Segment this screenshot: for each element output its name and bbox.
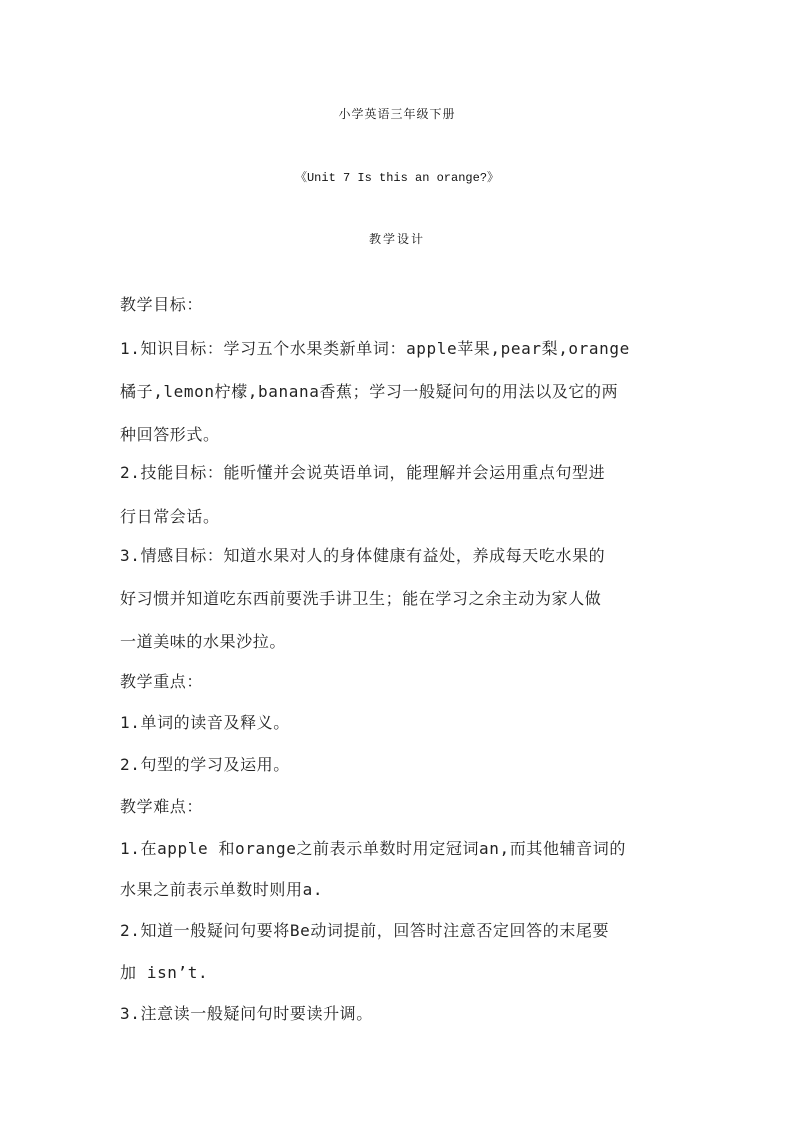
body-line: 种回答形式。 [120, 425, 220, 444]
body-line: 一道美味的水果沙拉。 [120, 632, 287, 651]
body-line: 1.单词的读音及释义。 [120, 713, 290, 732]
body-line: 水果之前表示单数时则用a. [120, 880, 324, 899]
section-heading-difficulties: 教学难点： [120, 797, 204, 816]
body-line: 1.知识目标：学习五个水果类新单词：apple苹果,pear梨,orange [120, 339, 630, 358]
body-line: 1.在apple 和orange之前表示单数时用定冠词an,而其他辅音词的 [120, 839, 626, 858]
body-line: 2.句型的学习及运用。 [120, 755, 290, 774]
body-line: 2.知道一般疑问句要将Be动词提前，回答时注意否定回答的末尾要 [120, 921, 610, 940]
section-heading-key-points: 教学重点： [120, 672, 204, 691]
body-line: 加 isn’t. [120, 963, 209, 982]
section-heading-objectives: 教学目标： [120, 295, 204, 314]
body-line: 橘子,lemon柠檬,banana香蕉；学习一般疑问句的用法以及它的两 [120, 382, 619, 401]
body-line: 好习惯并知道吃东西前要洗手讲卫生；能在学习之余主动为家人做 [120, 589, 602, 608]
body-line: 行日常会话。 [120, 507, 220, 526]
body-line: 3.注意读一般疑问句时要读升调。 [120, 1004, 373, 1023]
body-line: 3.情感目标：知道水果对人的身体健康有益处，养成每天吃水果的 [120, 546, 606, 565]
document-subtitle: 《Unit 7 Is this an orange?》 [294, 171, 500, 185]
document-heading: 教学设计 [368, 232, 425, 246]
document-title: 小学英语三年级下册 [338, 107, 456, 121]
body-line: 2.技能目标：能听懂并会说英语单词，能理解并会运用重点句型进 [120, 463, 606, 482]
